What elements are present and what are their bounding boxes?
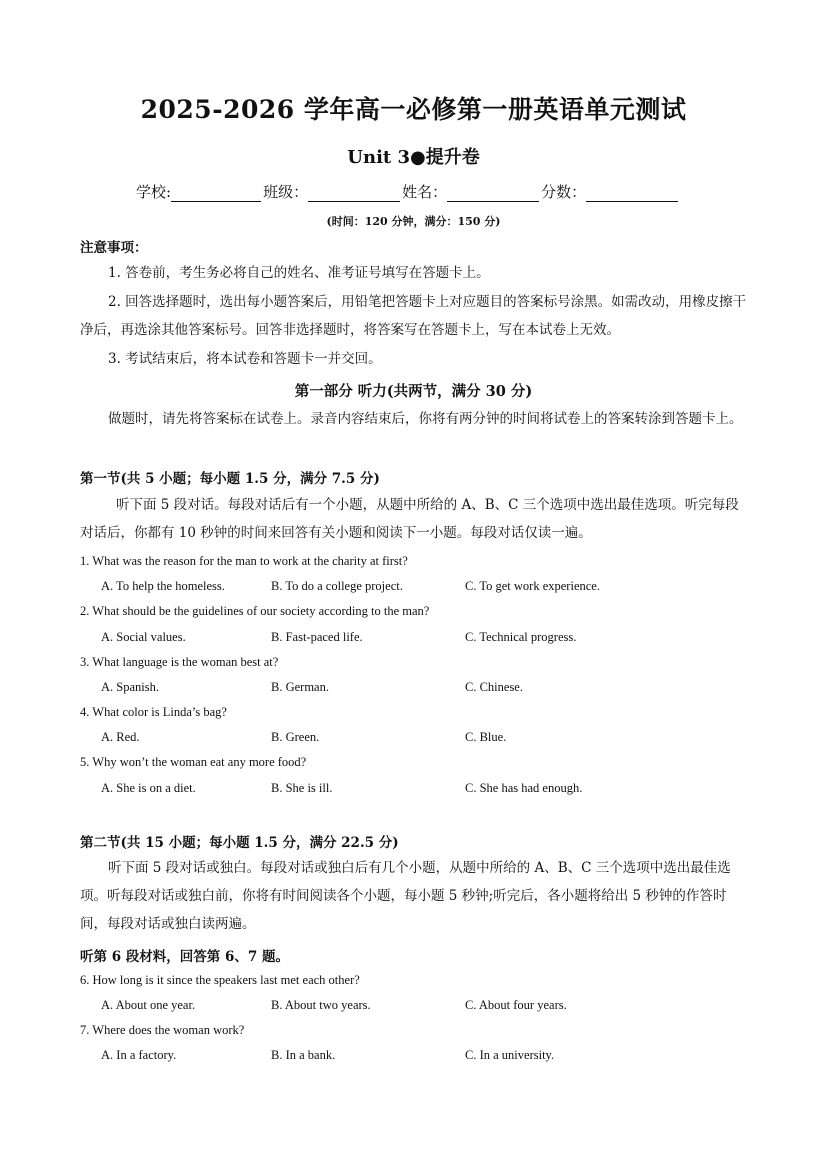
section2-heading: 第二节(共 15 小题；每小题 1.5 分，满分 22.5 分) <box>80 835 399 851</box>
score-label: 分数： <box>541 183 587 201</box>
q7-option-c[interactable]: C. In a university. <box>465 1048 555 1062</box>
part1-title: 第一部分 听力(共两节，满分 30 分) <box>294 383 533 400</box>
q4-option-b[interactable]: B. Green. <box>271 730 320 744</box>
q2-option-c[interactable]: C. Technical progress. <box>465 630 577 644</box>
question-1: 1. What was the reason for the man to work at the charity at first? <box>80 554 408 568</box>
q1-option-a[interactable]: A. To help the homeless. <box>101 579 225 593</box>
q4-option-a[interactable]: A. Red. <box>101 730 140 744</box>
school-blank[interactable] <box>171 184 261 202</box>
material-heading: 听第 6 段材料，回答第 6、7 题。 <box>80 949 289 965</box>
student-info-row <box>136 181 680 202</box>
q6-option-a[interactable]: A. About one year. <box>101 998 196 1012</box>
q3-option-b[interactable]: B. German. <box>271 680 329 694</box>
notice-item-3: 3. 考试结束后，将本试卷和答题卡一并交回。 <box>108 351 382 367</box>
section1-heading: 第一节(共 5 小题；每小题 1.5 分，满分 7.5 分) <box>80 471 380 487</box>
q3-option-c[interactable]: C. Chinese. <box>465 680 523 694</box>
q5-option-a[interactable]: A. She is on a diet. <box>101 781 196 795</box>
exam-title: 2025-2026 学年高一必修第一册英语单元测试 <box>140 95 687 124</box>
notice-item-1: 1. 答卷前，考生务必将自己的姓名、准考证号填写在答题卡上。 <box>108 265 490 281</box>
q2-option-b[interactable]: B. Fast-paced life. <box>271 630 363 644</box>
class-label: 班级： <box>263 183 309 201</box>
question-3: 3. What language is the woman best at? <box>80 655 279 669</box>
score-blank[interactable] <box>586 184 678 202</box>
school-label: 学校: <box>136 183 172 201</box>
q4-option-c[interactable]: C. Blue. <box>465 730 507 744</box>
question-2: 2. What should be the guidelines of our society according to the man? <box>80 604 430 618</box>
q1-option-b[interactable]: B. To do a college project. <box>271 579 403 593</box>
q5-option-b[interactable]: B. She is ill. <box>271 781 333 795</box>
question-4: 4. What color is Linda’s bag? <box>80 705 227 719</box>
section1-instruction: 听下面 5 段对话。每段对话后有一个小题，从题中所给的 A、B、C 三个选项中选出最佳选项。听完每段对话后，你都有 10 秒钟的时间来回答有关小题和阅读下一小题。每段对话仅读一遍。 <box>80 497 739 541</box>
q2-option-a[interactable]: A. Social values. <box>101 630 186 644</box>
q7-option-a[interactable]: A. In a factory. <box>101 1048 177 1062</box>
q6-option-b[interactable]: B. About two years. <box>271 998 371 1012</box>
time-note: (时间：120 分钟，满分：150 分) <box>326 215 501 228</box>
part1-instruction: 做题时，请先将答案标在试卷上。录音内容结束后，你将有两分钟的时间将试卷上的答案转涂到答题卡上。 <box>108 411 743 427</box>
q6-option-c[interactable]: C. About four years. <box>465 998 567 1012</box>
question-5: 5. Why won’t the woman eat any more food? <box>80 755 307 769</box>
class-blank[interactable] <box>308 184 400 202</box>
name-blank[interactable] <box>447 184 539 202</box>
q7-option-b[interactable]: B. In a bank. <box>271 1048 336 1062</box>
question-7: 7. Where does the woman work? <box>80 1023 245 1037</box>
notice-heading: 注意事项： <box>80 240 148 256</box>
question-6: 6. How long is it since the speakers last met each other? <box>80 973 360 987</box>
name-label: 姓名： <box>402 183 448 201</box>
q1-option-c[interactable]: C. To get work experience. <box>465 579 600 593</box>
section2-instruction: 听下面 5 段对话或独白。每段对话或独白后有几个小题，从题中所给的 A、B、C 三个选项中选出最佳选项。听每段对话或独白前，你将有时间阅读各个小题，每小题 5 秒钟;听完后，各小题将给出 5 秒钟的作答时间，每段对话或独白读两遍。 <box>80 860 731 932</box>
exam-subtitle: Unit 3●提升卷 <box>347 147 480 168</box>
notice-item-2: 2. 回答选择题时，选出每小题答案后，用铅笔把答题卡上对应题目的答案标号涂黑。如需改动，用橡皮擦干净后，再选涂其他答案标号。回答非选择题时，将答案写在答题卡上，写在本试卷上无效。 <box>80 294 747 338</box>
q3-option-a[interactable]: A. Spanish. <box>101 680 159 694</box>
q5-option-c[interactable]: C. She has had enough. <box>465 781 583 795</box>
